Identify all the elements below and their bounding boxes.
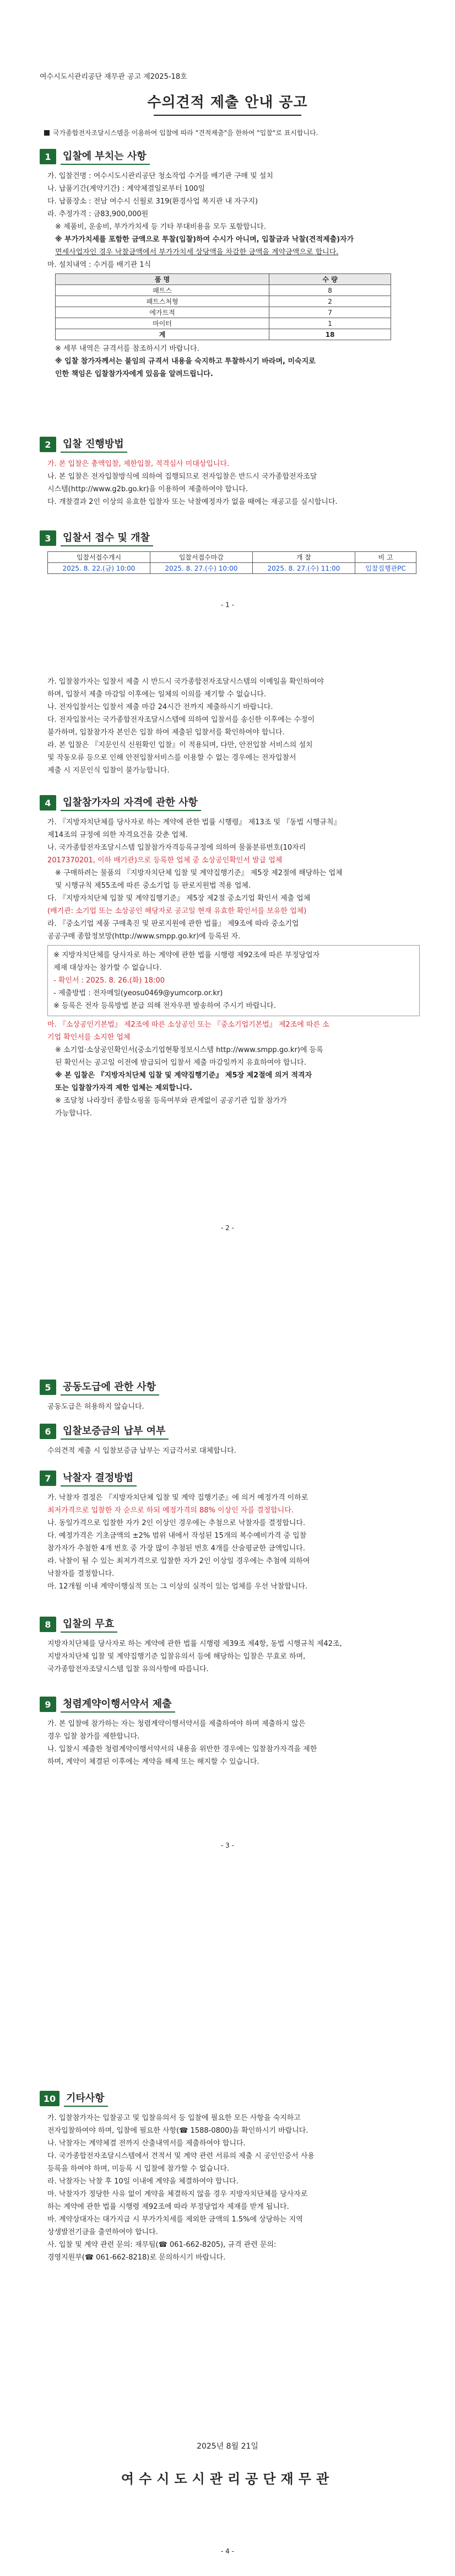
table-cell: 2025. 8. 22.(금) 10:00 (48, 563, 150, 574)
text-line: 가. 입찰참가자는 입찰서 제출 시 반드시 국가종합전자조달시스템의 이메일을 확인하여야 (47, 678, 324, 686)
notice-date: 2025년 8월 21일 (197, 2442, 258, 2451)
text-line: 면세사업자인 경우 낙찰금액에서 부가가치세 상당액을 차감한 금액을 계약금액으로 합니다. (55, 248, 339, 256)
text-line: ※ 지방자치단체를 당사자로 하는 계약에 관한 법률 시행령 제92조에 따른 부정당업자 (53, 951, 320, 959)
section-number: 2 (40, 437, 56, 452)
text-line: 나. 본 입찰은 전자입찰방식에 의하여 집행되므로 전자입찰은 반드시 국가종합전자조달 (47, 473, 317, 481)
column-header: 입찰서접수마감 (150, 552, 252, 563)
text-line: ※ 소기업·소상공인확인서(중소기업현황정보시스템 http://www.smpp.go.kr)에 등록 (55, 1046, 323, 1054)
issuer-name: 여수시도시관리공단재무관 (121, 2471, 334, 2487)
item-table (55, 273, 391, 340)
text-line: 기업 확인서를 소지한 업체 (47, 1033, 131, 1042)
text-line: ※ 입찰 참가자께서는 불임의 규격서 내용을 숙지하고 투찰하시기 바라며, 미숙지로 (55, 357, 316, 366)
text-line: 및 시행규칙 제55조에 따른 중소기업 등 판로지원법 적용 업체. (55, 882, 251, 890)
table-cell: 계 (56, 329, 269, 340)
text-line: 나. 국가종합전자조달시스템 입찰참가자격등록규정에 의하여 물품분류번호(10자리 (47, 844, 306, 852)
text-line: 가. 본 입찰에 참가하는 자는 청렴계약이행서약서를 제출하여야 하며 제출하지 않은 (47, 1720, 306, 1728)
section-1 (40, 148, 420, 380)
table-cell: 에가트적 (56, 307, 269, 318)
text-line: ※ 부가가치세를 포함한 금액으로 투찰(입찰)하여 수시가 아니며, 입찰금과 낙찰(견적제출)자가 (55, 235, 354, 244)
text-line: 가. 입찰참가자는 입찰공고 및 입찰유의서 등 입찰에 필요한 모든 사항을 숙지하고 (47, 2114, 301, 2122)
text-line: 마. 설치내역 : 수거를 배기관 1식 (47, 261, 151, 269)
text-line: 라. 낙찰자는 낙찰 후 10일 이내에 계약을 체결하여야 합니다. (47, 2177, 239, 2186)
text-line: 공공구매 종합정보망(http://www.smpp.go.kr)에 등록된 자. (47, 932, 241, 941)
section-title: 기타사항 (64, 2090, 108, 2107)
section-2 (40, 436, 420, 508)
text-line: 라. 추정가격 : 금83,900,000원 (47, 210, 149, 218)
text-line: ※ 구매하려는 물품의 『지방자치단체 입찰 및 계약집행기준』 제5장 제2절에 해당하는 업체 (55, 869, 343, 877)
text-line: 나. 낙찰자는 계약체결 전까지 산출내역서를 제출하여야 합니다. (47, 2139, 246, 2148)
text-line: 또는 입찰참가자격 제한 업체는 제외합니다. (55, 1084, 193, 1092)
section-number: 1 (40, 149, 56, 164)
text-line: 및 작동오류 등으로 인해 안전입찰서비스를 이용할 수 없는 경우에는 전자입찰서 (47, 754, 296, 762)
section-3 (40, 529, 420, 574)
table-row (56, 318, 391, 329)
title-text: 수의견적 제출 안내 공고 (147, 94, 308, 111)
text-line: 나. 동일가격으로 입찰한 자가 2인 이상인 경우에는 추첨으로 낙찰자를 결정합니다. (47, 1519, 306, 1527)
table-cell: 패트스 (56, 285, 269, 296)
section-heading (40, 1378, 420, 1396)
text-line: 다. 전자입찰서는 국가종합전자조달시스템에 의하여 입찰서를 송신한 이후에는 수정이 (47, 716, 315, 724)
text-line: 국가종합전자조달시스템 입찰 유의사항에 따릅니다. (47, 1665, 209, 1673)
table-cell: 2025. 8. 27.(수) 10:00 (150, 563, 252, 574)
page-number: - 1 - (221, 601, 234, 609)
page-number: - 4 - (221, 2547, 234, 2555)
text-line: 불가하며, 입찰참가자 본인은 입찰 하여 제출된 입찰서를 확인하여야 합니다. (47, 728, 285, 737)
text-line: ※ 조달청 나라장터 종합쇼핑몰 등록여부와 관계없이 공공기관 입찰 참가가 (55, 1097, 287, 1105)
column-header: 비 고 (355, 552, 416, 563)
text-line: 2017370201, 이하 배기관)으로 등록한 업체 중 소상공인확인서 발급 업체 (47, 856, 283, 865)
page-title (0, 91, 455, 116)
title-underline (154, 115, 301, 116)
column-header: 개 찰 (252, 552, 355, 563)
text-line: 바. 계약상대자는 대가지급 시 부가가치세를 제외한 금액의 1.5%에 상당하는 지역 (47, 2215, 303, 2224)
section-heading (40, 148, 420, 165)
text-line: 마. 12개월 이내 계약이행실적 또는 그 이상의 실적이 있는 업체를 우선 낙찰합니다. (47, 1582, 308, 1591)
text-line: 상생발전기금을 출연하여야 합니다. (47, 2228, 158, 2236)
text-line: 나. 납품기간(계약기간) : 계약체결일로부터 100일 (47, 185, 205, 193)
section-title: 입찰 진행방법 (61, 436, 127, 453)
text-line: 제출 시 지문인식 입찰이 불가능합니다. (47, 766, 170, 775)
section-title: 입찰참가자의 자격에 관한 사항 (61, 795, 201, 811)
text-line: 다. 『지방자치단체 입찰 및 계약집행기준』 제5장 제2절 중소기업 확인서 제출 업체 (47, 894, 311, 903)
text-line: 등록을 하여야 하며, 미등록 시 입찰에 참가할 수 없습니다. (47, 2165, 230, 2173)
section-number: 8 (40, 1617, 56, 1632)
section-heading (40, 1423, 420, 1440)
table-cell: 2025. 8. 27.(수) 11:00 (252, 563, 355, 574)
notice-box (47, 945, 420, 1016)
table-cell: 입찰집행관PC (355, 563, 416, 574)
section-heading (40, 2090, 420, 2107)
table-row (56, 285, 391, 296)
text-line: 하며, 입찰서 제출 마감일 이후에는 일체의 이의를 제기할 수 없습니다. (47, 690, 267, 699)
table-cell: 1 (269, 318, 391, 329)
table-row (48, 563, 416, 574)
section-number: 3 (40, 530, 56, 546)
text-line: 사. 입찰 및 계약 관련 문의: 재무팀(☎ 061-662-8205), 규격 관련 문의: (47, 2241, 277, 2249)
text-line: ※ 제품비, 운송비, 부가가치세 등 기타 부대비용을 모두 포함합니다. (55, 223, 266, 231)
text-line: ※ 본 입찰은 『지방자치단체 입찰 및 계약집행기준』 제5장 제2절에 의거 적격자 (55, 1071, 312, 1080)
doc-header: 여수시도시관리공단 재무관 공고 제2025-18호 (40, 73, 187, 81)
section-title: 입찰서 접수 및 개찰 (61, 530, 153, 546)
text-line: 된 확인서는 공고일 이전에 발급되어 입찰서 제출 마감일까지 유효하여야 합니다. (55, 1059, 306, 1067)
section-number: 4 (40, 795, 56, 811)
table-cell: 18 (269, 329, 391, 340)
section-number: 6 (40, 1424, 56, 1439)
section-title: 입찰에 부치는 사항 (61, 148, 150, 165)
intro-text: 국가종합전자조달시스템을 이용하여 입찰에 따라 "견적제출"을 한하여 "입찰"로 표시합니다. (53, 129, 318, 137)
text-line: 가. 『지방자치단체를 당사자로 하는 계약에 관한 법률 시행령』 제13조 및 『동법 시행규칙』 (47, 818, 341, 827)
section-9 (40, 1695, 420, 1768)
square-bullet-icon (44, 130, 50, 136)
section-title: 입찰보증금의 납부 여부 (61, 1423, 169, 1440)
table-cell: 8 (269, 285, 391, 296)
section-heading (40, 1469, 420, 1487)
section-title: 공동도급에 관한 사항 (61, 1379, 159, 1396)
text-line: 지방자치단체를 당사자로 하는 계약에 관한 법률 시행령 제39조 제4항, 동법 시행규칙 제42조, (47, 1640, 342, 1648)
section-title: 입찰의 무효 (61, 1616, 117, 1633)
text-line: 시스템(http://www.g2b.go.kr)을 이용하여 제출하여야 합니다. (47, 485, 248, 493)
section-number: 9 (40, 1697, 56, 1712)
section-4 (40, 794, 420, 1120)
section-10 (40, 2090, 420, 2264)
text-line: 라. 『중소기업 제품 구매촉진 및 판로지원에 관한 법률』 제9조에 따라 중소기업 (47, 920, 299, 928)
text-line: 가. 본 입찰은 총액입찰, 제한입찰, 적격심사 미대상입니다. (47, 460, 230, 468)
section-3-continued (40, 675, 420, 777)
text-line: - 제출방법 : 전자메일(yeosu0469@yumcorp.or.kr) (53, 989, 223, 997)
text-line: 라. 본 입찰은 『지문인식 신원확인 입찰』이 적용되며, 다만, 안전입찰 서비스의 설치 (47, 741, 313, 749)
text-line: 제재 대상자는 참가할 수 없습니다. (53, 964, 162, 972)
text-line: 가. 낙찰자 결정은 『지방자치단체 입찰 및 계약 집행기준』에 의거 예정가격 이하로 (47, 1494, 308, 1502)
section-number: 10 (40, 2091, 59, 2106)
text-line: 참가자가 추첨한 4개 번호 중 가장 많이 추첨된 번호 4개를 산술평균한 금액입니다. (47, 1544, 305, 1553)
text-line: 다. 납품장소 : 전남 여수시 신월로 319(환경사업 복지관 내 자구지) (47, 197, 258, 206)
table-row (56, 296, 391, 307)
section-6 (40, 1423, 420, 1457)
text-line: 라. 낙찰이 될 수 있는 최저가격으로 입찰한 자가 2인 이상일 경우에는 추첨에 의하여 (47, 1557, 310, 1565)
text-line: ※ 등록은 전자 등록방법 분급 의해 전자우편 발송하여 주시기 바랍니다. (53, 1002, 276, 1010)
column-header: 품 명 (56, 274, 269, 285)
schedule-table (47, 551, 416, 574)
page-number: - 2 - (221, 1224, 234, 1232)
text-line: 지방자치단체 입찰 및 계약집행기준 입찰유의서 등에 해당하는 입찰은 무효로 하며, (47, 1652, 306, 1661)
section-heading (40, 794, 420, 812)
text-line: 나. 전자입찰서는 입찰서 제출 마감 24시간 전까지 제출하시기 바랍니다. (47, 703, 273, 711)
section-number: 5 (40, 1380, 56, 1395)
section-heading (40, 1616, 420, 1633)
text-line: 다. 국가종합전자조달시스템에서 견적서 및 계약 관련 서류의 제출 시 공인인증서 사용 (47, 2152, 315, 2160)
text-line: (배기관: 소기업 또는 소상공인 해당자로 공고일 현재 유효한 확인서를 보유한 업체) (47, 907, 307, 915)
text-line: 제14조의 규정에 의한 자격요건을 갖춘 업체. (47, 831, 188, 839)
text-line: 가. 입찰건명 : 여수시도시관리공단 청소작업 수거를 배기관 구매 및 설치 (47, 172, 273, 180)
text-line: 가능합니다. (55, 1109, 92, 1118)
text-line: 경우 입찰 참가를 제한합니다. (47, 1732, 140, 1741)
text-line: 다. 예정가격은 기초금액의 ±2% 범위 내에서 작성된 15개의 복수예비가격 중 입찰 (47, 1532, 307, 1540)
table-total-row (56, 329, 391, 340)
text-line: 인한 책임은 입찰참가자에게 있음을 알려드립니다. (55, 370, 213, 378)
table-row (56, 307, 391, 318)
text-line: 나. 입찰시 제출한 청렴계약이행서약서의 내용을 위반한 경우에는 입찰참가자격을 제한 (47, 1745, 317, 1753)
text-line: 수의견적 제출 시 입찰보증금 납부는 지급각서로 대체합니다. (47, 1447, 236, 1455)
column-header: 수 량 (269, 274, 391, 285)
text-line: ※ 세부 내역은 규격서를 참조하시기 바랍니다. (55, 345, 199, 353)
section-heading (40, 436, 420, 453)
column-header: 입찰서접수개시 (48, 552, 150, 563)
section-title: 청렴계약이행서약서 제출 (61, 1696, 175, 1713)
text-line: 낙찰자를 결정합니다. (47, 1570, 115, 1578)
section-number: 7 (40, 1471, 56, 1486)
section-heading (40, 529, 420, 547)
text-line: 경영지원부(☎ 061-662-8218)로 문의하시기 바랍니다. (47, 2253, 226, 2262)
section-7 (40, 1469, 420, 1593)
table-cell: 2 (269, 296, 391, 307)
section-8 (40, 1616, 420, 1676)
text-line: 마. 낙찰자가 정당한 사유 없이 계약을 체결하지 않을 경우 지방자치단체를 당사자로 (47, 2190, 308, 2198)
section-heading (40, 1695, 420, 1713)
section-title: 낙찰자 결정방법 (61, 1470, 137, 1486)
text-line: - 확인서 : 2025. 8. 26.(화) 18:00 (53, 976, 165, 985)
table-cell: 마이터 (56, 318, 269, 329)
text-line: 하며, 계약이 체결된 이후에는 계약을 해제 또는 해지할 수 있습니다. (47, 1758, 259, 1766)
page-number: - 3 - (221, 1842, 234, 1849)
table-cell: 7 (269, 307, 391, 318)
intro-note (44, 128, 419, 137)
text-line: 전자입찰하여야 하며, 입찰에 필요한 사항(☎ 1588-0800)을 확인하시기 바랍니다. (47, 2127, 308, 2135)
section-5 (40, 1378, 420, 1413)
text-line: 마. 『소상공인기본법』 제2조에 따른 소상공인 또는 『중소기업기본법』 제2조에 따른 소 (47, 1021, 329, 1029)
text-line: 최저가격으로 입찰한 자 순으로 하되 예정가격의 88% 이상인 자를 결정합니다. (47, 1506, 294, 1515)
text-line: 하는 계약에 관한 법률 시행령 제92조에 따라 부정당업자 제재를 받게 됩니다. (47, 2203, 289, 2211)
text-line: 공동도급은 허용하지 않습니다. (47, 1403, 144, 1411)
table-cell: 패트스처형 (56, 296, 269, 307)
text-line: 다. 개찰결과 2인 이상의 유효한 입찰자 또는 낙찰예정자가 없을 때에는 재공고를 실시합니다. (47, 498, 338, 506)
